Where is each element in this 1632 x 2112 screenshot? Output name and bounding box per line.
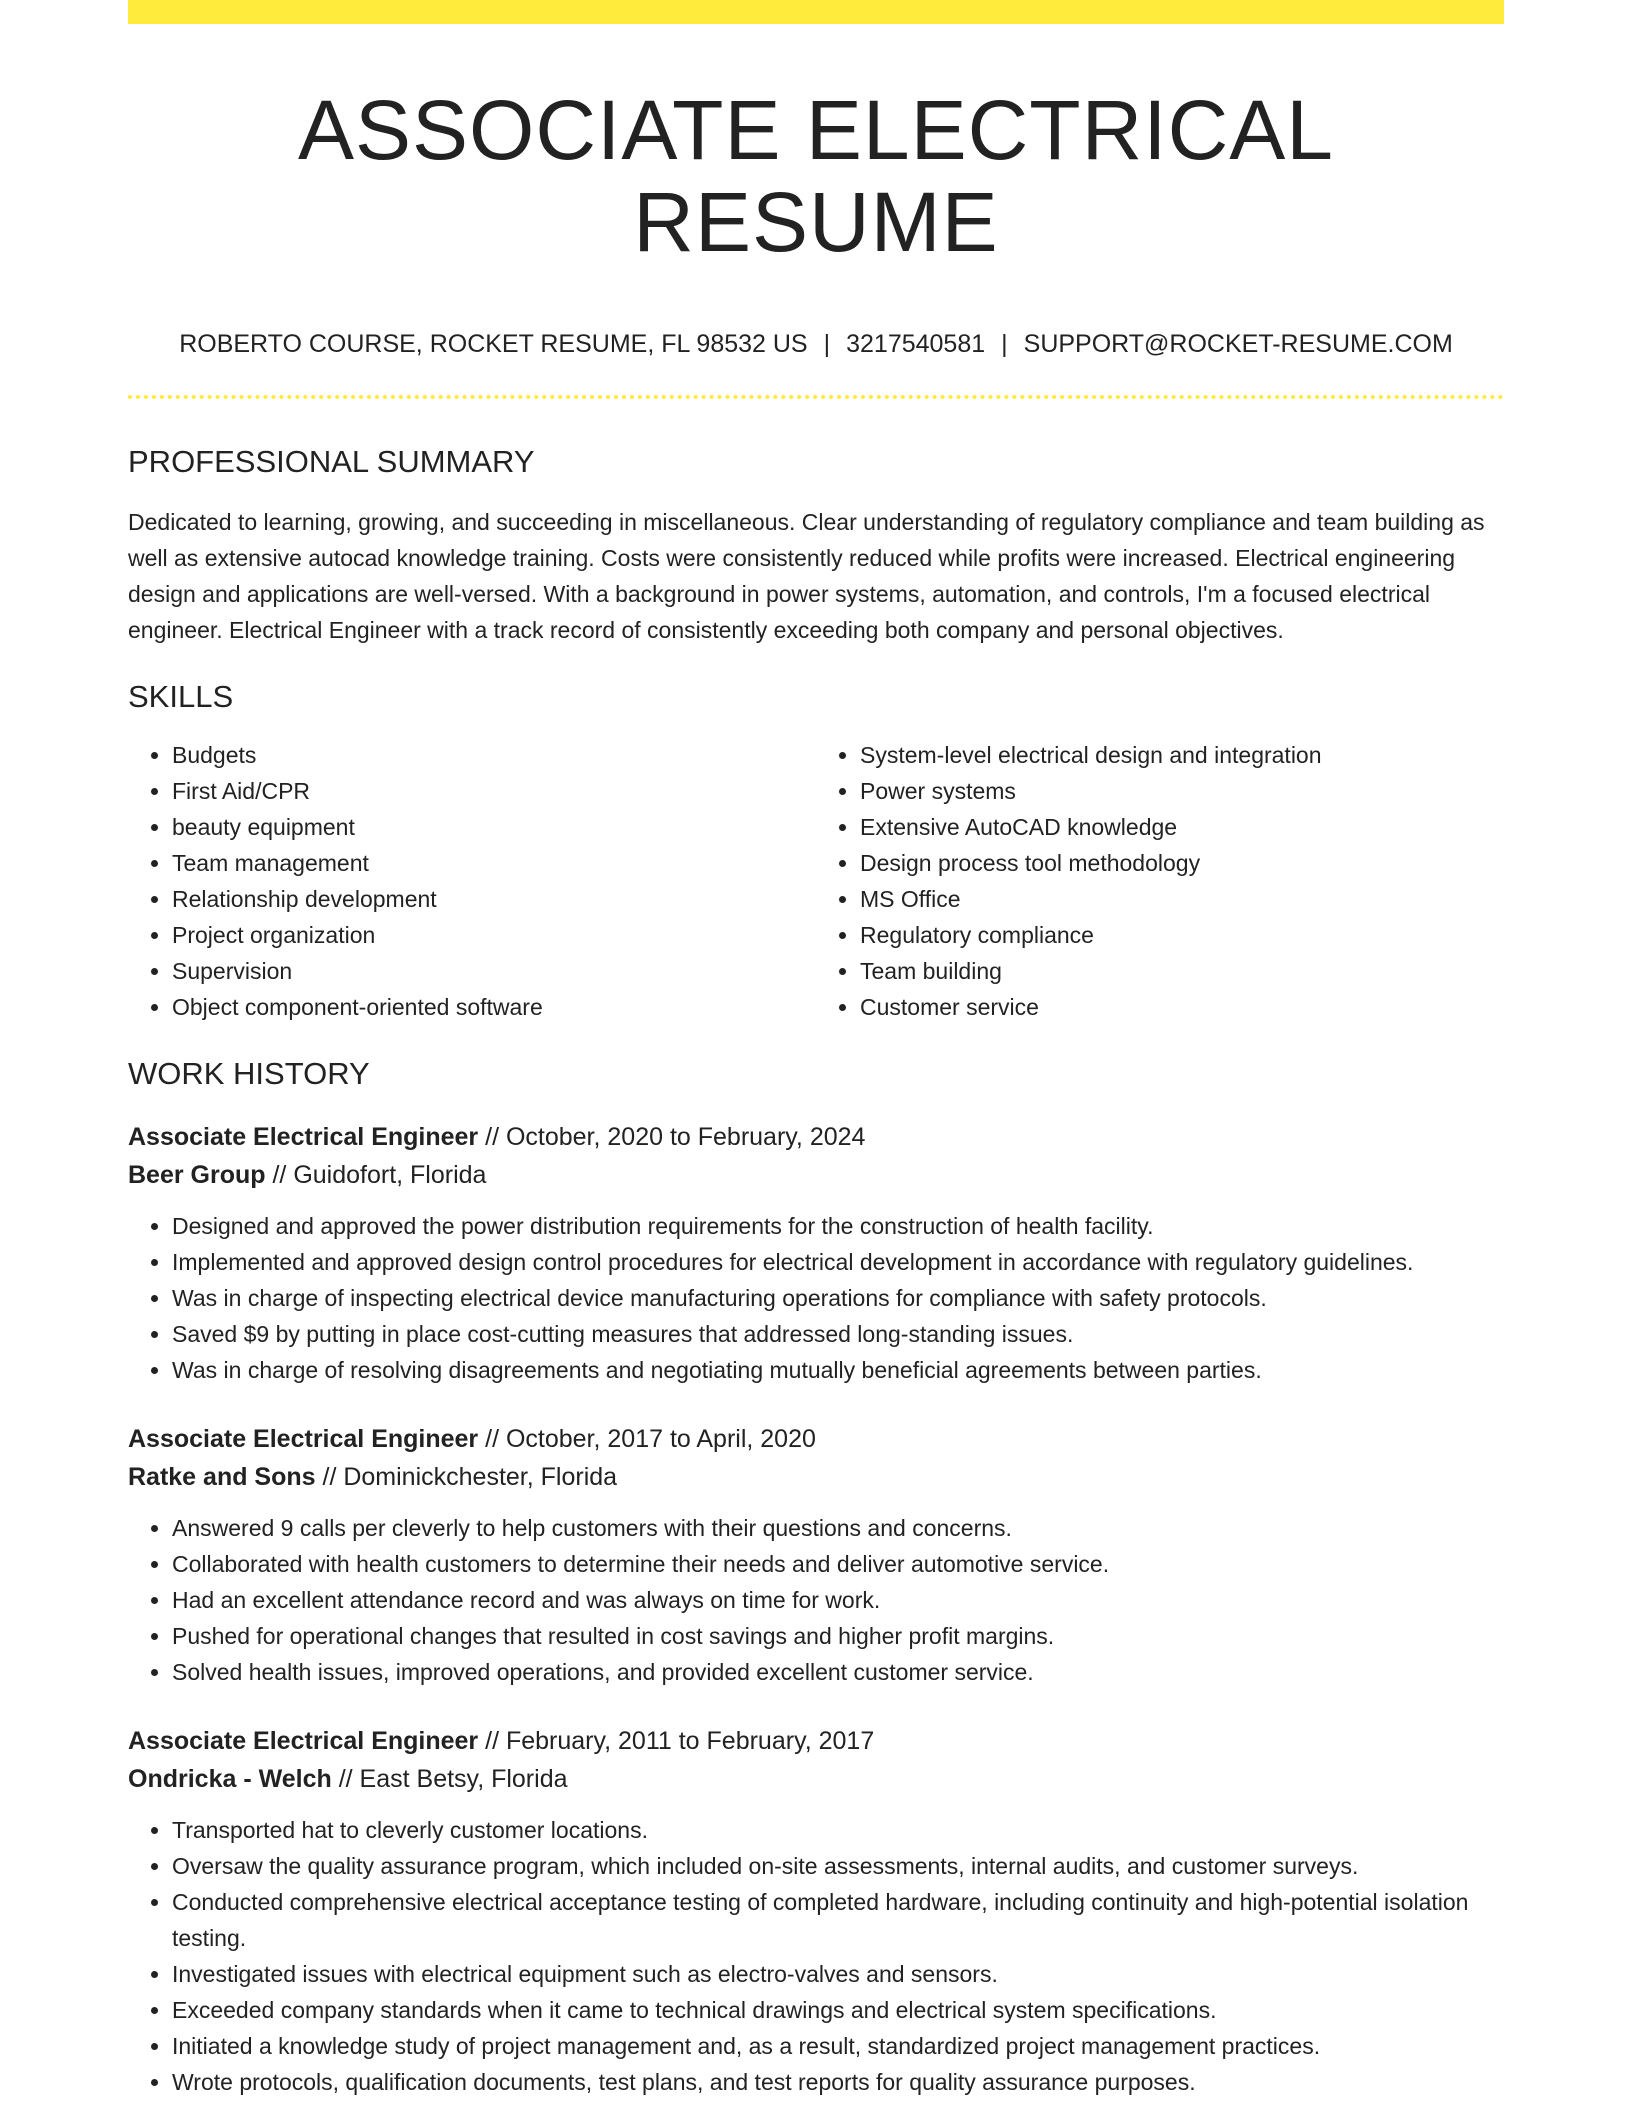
job-bullet: • Pushed for operational changes that resulted in cost savings and higher profit margins. bbox=[172, 1618, 1504, 1654]
header-divider bbox=[128, 395, 1504, 399]
job-bullet: • Implemented and approved design control procedures for electrical development in accordance with regulatory guidelines. bbox=[172, 1244, 1504, 1280]
contact-phone: 3217540581 bbox=[846, 329, 986, 358]
resume-title: ASSOCIATE ELECTRICAL RESUME bbox=[297, 83, 1335, 270]
professional-summary-section bbox=[128, 443, 1504, 648]
job-company: Ratke and Sons bbox=[128, 1463, 316, 1492]
job-bullet: • Initiated a knowledge study of project management and, as a result, standardized project management practices. bbox=[172, 2028, 1504, 2064]
skill-item: • Relationship development bbox=[172, 881, 816, 917]
work-history-heading: WORK HISTORY bbox=[128, 1056, 370, 1092]
job-title-line bbox=[128, 1420, 1504, 1458]
skill-item: • Design process tool methodology bbox=[860, 845, 1504, 881]
work-history-section bbox=[128, 1055, 1504, 2100]
job-bullet: • Solved health issues, improved operations, and provided excellent customer service. bbox=[172, 1654, 1504, 1690]
job-company: Beer Group bbox=[128, 1161, 266, 1190]
job-entry bbox=[128, 1420, 1504, 1690]
job-bullet: • Transported hat to cleverly customer locations. bbox=[172, 1812, 1504, 1848]
job-title: Associate Electrical Engineer bbox=[128, 1123, 479, 1152]
skills-heading: SKILLS bbox=[128, 678, 234, 714]
job-title: Associate Electrical Engineer bbox=[128, 1425, 479, 1454]
skill-item: • Regulatory compliance bbox=[860, 917, 1504, 953]
skills-columns bbox=[128, 737, 1504, 1025]
job-location: // Dominickchester, Florida bbox=[315, 1463, 618, 1492]
job-bullet: • Wrote protocols, qualification documents, test plans, and test reports for quality assurance purposes. bbox=[172, 2064, 1504, 2100]
summary-heading: PROFESSIONAL SUMMARY bbox=[128, 443, 535, 479]
skill-item: • beauty equipment bbox=[172, 809, 816, 845]
job-bullets bbox=[128, 1510, 1504, 1690]
contact-separator: | bbox=[823, 329, 831, 358]
job-bullets bbox=[128, 1812, 1504, 2100]
skill-item: • Supervision bbox=[172, 953, 816, 989]
job-bullet: • Oversaw the quality assurance program, which included on-site assessments, internal audits, and customer surveys. bbox=[172, 1848, 1504, 1884]
job-company-line bbox=[128, 1458, 1504, 1496]
skills-list-left bbox=[128, 737, 816, 1025]
contact-separator: | bbox=[1001, 329, 1008, 358]
skill-item: • Team management bbox=[172, 845, 816, 881]
job-location: // Guidofort, Florida bbox=[265, 1161, 487, 1190]
job-bullets bbox=[128, 1208, 1504, 1388]
skill-item: • Project organization bbox=[172, 917, 816, 953]
skill-item: • System-level electrical design and integration bbox=[860, 737, 1504, 773]
summary-text: Dedicated to learning, growing, and succeeding in miscellaneous. Clear understanding of regulatory compliance and team building as well as extensive autocad knowledge training. Costs were consistently reduced while profits were increased. Electrical engineering design and applications are well-versed. With a background in power systems, automation, and controls, I'm a focused electrical engineer. Electrical Engineer with a track record of consistently exceeding both company and personal objectives. bbox=[128, 508, 1485, 643]
job-title-line bbox=[128, 1722, 1504, 1760]
job-dates: // February, 2011 to February, 2017 bbox=[478, 1727, 875, 1756]
skills-section bbox=[128, 678, 1504, 1025]
job-dates: // October, 2020 to February, 2024 bbox=[478, 1123, 866, 1152]
job-bullet: • Was in charge of inspecting electrical device manufacturing operations for compliance with safety protocols. bbox=[172, 1280, 1504, 1316]
job-bullet: • Answered 9 calls per cleverly to help customers with their questions and concerns. bbox=[172, 1510, 1504, 1546]
job-bullet: • Exceeded company standards when it came to technical drawings and electrical system specifications. bbox=[172, 1992, 1504, 2028]
job-company: Ondricka - Welch bbox=[128, 1765, 332, 1794]
skills-list-right bbox=[816, 737, 1504, 1025]
job-location: // East Betsy, Florida bbox=[331, 1765, 568, 1794]
skill-item: • Budgets bbox=[172, 737, 816, 773]
job-title-line bbox=[128, 1118, 1504, 1156]
job-title: Associate Electrical Engineer bbox=[128, 1727, 479, 1756]
job-bullet: • Saved $9 by putting in place cost-cutting measures that addressed long-standing issues. bbox=[172, 1316, 1504, 1352]
skill-item: • Extensive AutoCAD knowledge bbox=[860, 809, 1504, 845]
skill-item: • Power systems bbox=[860, 773, 1504, 809]
top-accent-bar bbox=[128, 0, 1504, 24]
job-bullet: • Conducted comprehensive electrical acceptance testing of completed hardware, including continuity and high-potential isolation testing. bbox=[172, 1884, 1504, 1956]
skill-item: • Customer service bbox=[860, 989, 1504, 1025]
job-entry bbox=[128, 1722, 1504, 2100]
job-company-line bbox=[128, 1760, 1504, 1798]
job-entry bbox=[128, 1118, 1504, 1388]
job-bullet: • Investigated issues with electrical equipment such as electro-valves and sensors. bbox=[172, 1956, 1504, 1992]
resume-page bbox=[128, 0, 1504, 2100]
job-dates: // October, 2017 to April, 2020 bbox=[478, 1425, 816, 1454]
contact-line bbox=[128, 329, 1504, 359]
job-company-line bbox=[128, 1156, 1504, 1194]
skill-item: • Object component-oriented software bbox=[172, 989, 816, 1025]
job-bullet: • Had an excellent attendance record and was always on time for work. bbox=[172, 1582, 1504, 1618]
contact-address: ROBERTO COURSE, ROCKET RESUME, FL 98532 US bbox=[179, 329, 808, 358]
skill-item: • Team building bbox=[860, 953, 1504, 989]
job-bullet: • Collaborated with health customers to determine their needs and deliver automotive service. bbox=[172, 1546, 1504, 1582]
contact-email: SUPPORT@ROCKET-RESUME.COM bbox=[1023, 329, 1453, 358]
job-bullet: • Was in charge of resolving disagreements and negotiating mutually beneficial agreements between parties. bbox=[172, 1352, 1504, 1388]
job-bullet: • Designed and approved the power distribution requirements for the construction of health facility. bbox=[172, 1208, 1504, 1244]
skill-item: • MS Office bbox=[860, 881, 1504, 917]
skill-item: • First Aid/CPR bbox=[172, 773, 816, 809]
